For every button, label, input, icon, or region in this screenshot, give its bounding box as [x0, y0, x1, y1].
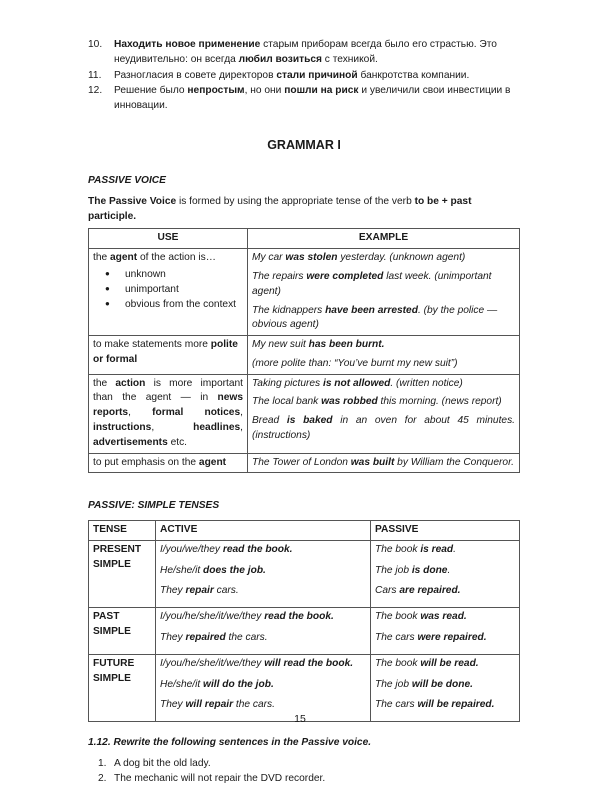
- bullet-item: ● unimportant: [93, 283, 243, 298]
- example-text: He/she/it does the job.: [160, 564, 266, 576]
- item-number: 2.: [98, 772, 107, 784]
- use-cell: to make statements more polite or formal: [89, 336, 248, 375]
- item-text: Находить новое применение старым приборам всегда было его страстью. Это неудивительно: он всегда любил возиться с техникой.: [114, 39, 497, 65]
- example-text: The book is read.: [375, 543, 457, 555]
- table-row: [89, 540, 520, 607]
- item-text: The mechanic will not repair the DVD recorder.: [114, 772, 326, 784]
- example-text: My new suit has been burnt.: [252, 339, 385, 351]
- item-number: 12.: [88, 85, 103, 97]
- item-number: 11.: [88, 69, 102, 81]
- example-text: The local bank was robbed this morning. (news report): [252, 396, 502, 408]
- table-header-row: [89, 229, 520, 249]
- example-cell: [248, 374, 520, 453]
- page-number: 15: [294, 713, 306, 725]
- exercise-title: 1.12. Rewrite the following sentences in the Passive voice.: [88, 737, 372, 749]
- active-cell: [156, 608, 371, 655]
- bullet-item: ● obvious from the context: [93, 298, 243, 313]
- example-text: The book was read.: [375, 611, 467, 623]
- item-text: Решение было непростым, но они пошли на риск и увеличили свои инвестиции в инновации.: [114, 85, 511, 112]
- example-text: The job is done.: [375, 564, 451, 576]
- agent-bullets: [93, 268, 243, 312]
- use-text: the agent of the action is…: [93, 252, 216, 264]
- table-row: [89, 374, 520, 453]
- item-text: A dog bit the old lady.: [114, 757, 211, 769]
- grammar-heading: GRAMMAR I: [267, 137, 341, 152]
- passive-voice-title: PASSIVE VOICE: [88, 175, 166, 187]
- example-text: The job will be done.: [375, 678, 473, 690]
- passive-cell: [371, 540, 520, 607]
- russian-sentences-list: [88, 38, 520, 114]
- table-header-row: [89, 521, 520, 541]
- item-number: 1.: [98, 757, 107, 769]
- list-item: [88, 38, 520, 68]
- example-text: I/you/he/she/it/we/they read the book.: [160, 611, 334, 623]
- example-text: (more polite than: “You’ve burnt my new suit”): [252, 357, 458, 369]
- example-cell: [248, 453, 520, 473]
- header-active: ACTIVE: [156, 521, 371, 541]
- use-cell: [89, 249, 248, 336]
- document-page: [88, 38, 520, 786]
- header-tense: TENSE: [89, 521, 156, 541]
- example-text: The kidnappers have been arrested. (by the police — obvious agent): [252, 304, 498, 331]
- example-text: I/you/we/they read the book.: [160, 543, 293, 555]
- passive-cell: [371, 608, 520, 655]
- item-number: 10.: [88, 39, 103, 50]
- example-text: The book will be read.: [375, 657, 479, 669]
- header-passive: PASSIVE: [371, 521, 520, 541]
- example-text: Taking pictures is not allowed. (written notice): [252, 377, 463, 389]
- example-text: They repaired the cars.: [160, 632, 268, 643]
- example-text: Bread is baked in an oven for about 45 minutes. (instructions): [252, 415, 515, 441]
- example-cell: [248, 249, 520, 336]
- active-cell: [156, 540, 371, 607]
- table-row: [89, 249, 520, 336]
- example-text: I/you/he/she/it/we/they will read the book.: [160, 657, 354, 669]
- example-text: My car was stolen yesterday. (unknown agent): [252, 252, 466, 264]
- list-item: [88, 772, 520, 786]
- example-text: The repairs were completed last week. (unimportant agent): [252, 270, 492, 297]
- use-cell: the action is more important than the agent — in news reports, formal notices, instructions, headlines, advertisements etc.: [89, 374, 248, 453]
- simple-tenses-table: [88, 520, 520, 722]
- example-text: They will repair the cars.: [160, 699, 275, 711]
- passive-use-table: [88, 228, 520, 473]
- use-cell: to put emphasis on the agent: [89, 453, 248, 473]
- table-row: [89, 336, 520, 375]
- table-row: [89, 453, 520, 473]
- example-text: The Tower of London was built by William the Conqueror.: [252, 456, 514, 468]
- example-text: Cars are repaired.: [375, 585, 461, 597]
- exercise-list: [88, 757, 520, 786]
- example-text: The cars will be repaired.: [375, 699, 495, 711]
- example-text: They repair cars.: [160, 585, 239, 597]
- list-item: [88, 757, 520, 772]
- header-use: USE: [89, 229, 248, 249]
- list-item: [88, 84, 520, 114]
- tense-cell: FUTURE SIMPLE: [89, 654, 156, 721]
- bullet-item: ● unknown: [93, 268, 243, 283]
- item-text: Разногласия в совете директоров стали причиной банкротства компании.: [114, 69, 470, 81]
- tense-cell: PAST SIMPLE: [89, 608, 156, 655]
- tense-cell: PRESENT SIMPLE: [89, 540, 156, 607]
- header-example: EXAMPLE: [248, 229, 520, 249]
- table-row: [89, 608, 520, 655]
- passive-voice-intro: The Passive Voice is formed by using the appropriate tense of the verb to be + past participle.: [88, 195, 472, 222]
- simple-tenses-title: PASSIVE: SIMPLE TENSES: [88, 500, 220, 512]
- example-text: He/she/it will do the job.: [160, 678, 274, 690]
- list-item: [88, 69, 520, 84]
- example-cell: [248, 336, 520, 375]
- example-text: The cars were repaired.: [375, 632, 487, 643]
